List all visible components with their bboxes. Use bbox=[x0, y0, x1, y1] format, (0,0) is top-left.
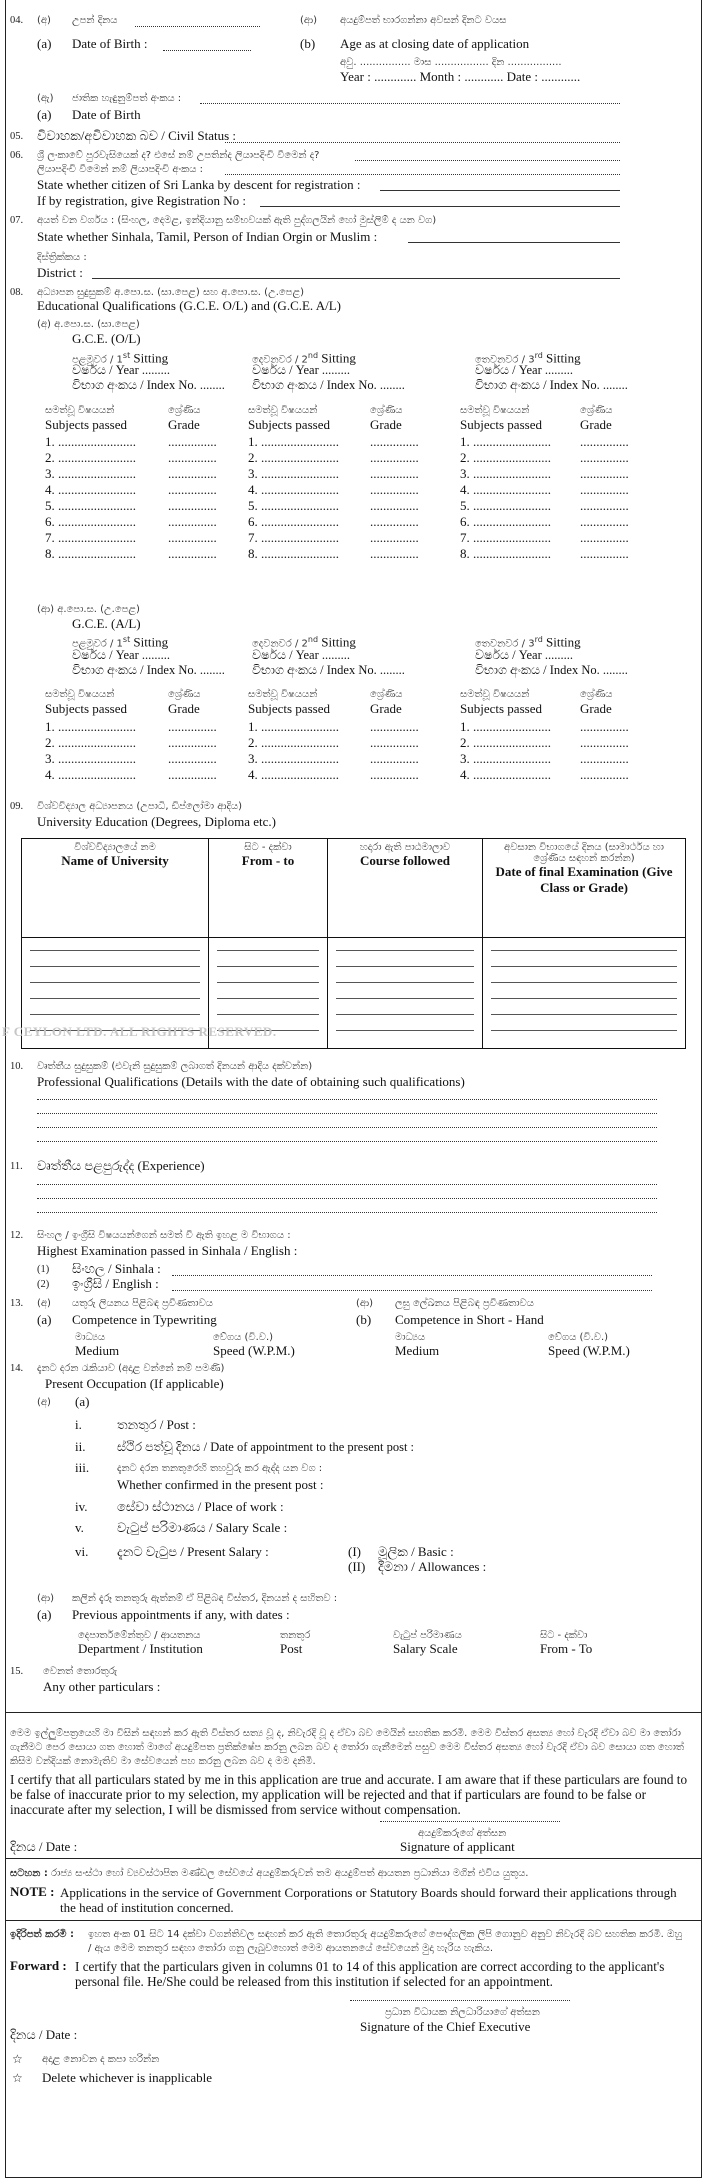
ol-label-si: (අ) අ.පො.ස. (සා.පෙළ) bbox=[37, 319, 140, 330]
typing-medium-field[interactable]: Medium bbox=[75, 1343, 120, 1358]
divider bbox=[6, 1712, 701, 1713]
applicant-signature-si: අයදුම්කරුගේ අත්සන bbox=[418, 1828, 507, 1839]
applicant-signature-field[interactable] bbox=[380, 1821, 560, 1822]
subject-row[interactable]: 2. ........................ bbox=[460, 450, 551, 465]
col-header-si: දෙපාර්තමේන්තුව / ආයතනය bbox=[78, 1630, 201, 1641]
grade-field[interactable]: ............... bbox=[370, 751, 419, 766]
certification-text: I certify that all particulars stated by me in this application are true and accurate. I am aware that if these particulars are found to be false of inaccurate prior to my selection, my application will be rejected and that if particulars are found to be false or inaccurate after my selection, I will be dismissed from service without compensation. bbox=[10, 1772, 688, 1817]
subjects-header-si: සමත්වූ විෂයයන් bbox=[460, 405, 530, 416]
header-si: සිට - දක්වා bbox=[244, 842, 292, 853]
university-table bbox=[21, 838, 686, 1049]
al-label-si: (ආ) අ.පො.ස. (උ.පෙළ) bbox=[37, 604, 140, 615]
citizen-q-si: ශ්‍රී ලංකාවේ පුරවැසියෙක් ද? එසේ නම් උපතින්ද ලියාපදිංචි වීමෙන් ද? bbox=[37, 150, 320, 161]
grade-field[interactable]: ............... bbox=[168, 450, 217, 465]
item-mark: (II) bbox=[348, 1559, 366, 1574]
grade-header: Grade bbox=[168, 701, 200, 716]
speed-label-si: වේගය (වි.ව.) bbox=[548, 1332, 609, 1343]
final-exam-entry[interactable] bbox=[483, 938, 686, 1049]
lang-exam-label-si: සිංහල / ඉංග්‍රීසි විෂයයන්ගෙන් සමත් වී ඇති ඉහළ ම විභාගය : bbox=[37, 1230, 291, 1241]
section-number: 08. bbox=[10, 287, 24, 298]
section-number: 06. bbox=[10, 150, 24, 161]
forward-text-si: ඉහත අංක 01 සිට 14 දක්වා වගන්තිවල සඳහන් කර ඇති තොරතුරු අයදුම්කරුගේ පෞද්ගලික ලිපි ගොනුව අනුව නිවැරදි බව සහතික කරමි. ඔහු / ඇය මෙම තනතුර සඳහා තෝරා ගනු ලැබුවහොත් මෙම ආයතනයේ සේවයෙන් මුදා හැරිය හැකිය. bbox=[88, 1929, 683, 1954]
watermark: F CEYLON LTD. ALL RIGHTS RESERVED. bbox=[2, 1024, 277, 1039]
section-number: 09. bbox=[10, 801, 24, 812]
year-field[interactable]: වර්ෂය / Year ......... bbox=[475, 363, 573, 377]
item-mark: (1) bbox=[37, 1264, 50, 1275]
ethnicity-q: State whether Sinhala, Tamil, Person of Indian Orgin or Muslim : bbox=[37, 229, 378, 244]
district-label: District : bbox=[37, 265, 83, 280]
header: Course followed bbox=[360, 853, 450, 868]
grade-header: Grade bbox=[168, 417, 200, 432]
item-mark: (අ) bbox=[37, 1397, 51, 1408]
item-label: (b) bbox=[356, 1312, 372, 1327]
item-number: iv. bbox=[75, 1499, 88, 1514]
note-text: Applications in the service of Government Corporations or Statutory Boards should forward their applications through the head of institution concerned. bbox=[60, 1885, 677, 1915]
chief-signature-si: ප්‍රධාන විධායක නිලධාරියාගේ අත්සන bbox=[385, 2007, 540, 2018]
grade-header: Grade bbox=[580, 701, 612, 716]
index-field[interactable]: විභාග අංකය / Index No. ........ bbox=[252, 378, 405, 392]
subject-row[interactable]: 2. ........................ bbox=[45, 735, 136, 750]
chief-signature-label: Signature of the Chief Executive bbox=[360, 2019, 531, 2034]
col-header: From - To bbox=[540, 1641, 593, 1656]
grade-field[interactable]: ............... bbox=[370, 719, 419, 734]
subjects-header-si: සමත්වූ විෂයයන් bbox=[45, 689, 115, 700]
lang-exam-label: Highest Examination passed in Sinhala / English : bbox=[37, 1243, 298, 1258]
sitting-label: Sitting bbox=[133, 634, 169, 650]
grade-field[interactable]: ............... bbox=[370, 546, 419, 561]
chief-signature-field[interactable] bbox=[350, 2000, 570, 2001]
ordinal-suffix: nd bbox=[307, 351, 319, 360]
col-header-si: වැටුප් පරිමාණය bbox=[393, 1630, 462, 1641]
shorthand-speed-field[interactable]: Speed (W.P.M.) bbox=[548, 1343, 630, 1358]
confirmed-label: Whether confirmed in the present post : bbox=[117, 1477, 324, 1492]
prof-line[interactable] bbox=[37, 1127, 657, 1128]
subject-row[interactable]: 4. ........................ bbox=[248, 482, 339, 497]
section-number: 04. bbox=[10, 15, 24, 26]
year-field[interactable]: වර්ෂය / Year ......... bbox=[252, 648, 350, 662]
sitting-1-si: පළමුවර / 1 bbox=[72, 354, 123, 366]
item-mark: (අ) bbox=[37, 1298, 51, 1309]
grade-field[interactable]: ............... bbox=[580, 482, 629, 497]
sitting-label: Sitting bbox=[321, 350, 356, 366]
year-field[interactable]: වර්ෂය / Year ......... bbox=[72, 363, 170, 377]
reg-q-si: ලියාපදිංචි වීමෙන් නම් ලියාපදිංචි අංකය : bbox=[37, 164, 203, 175]
item-mark: (අ) bbox=[37, 15, 51, 26]
col-final-exam bbox=[483, 839, 686, 938]
subject-row[interactable]: 3. ........................ bbox=[460, 466, 551, 481]
subject-row[interactable]: 2. ........................ bbox=[248, 450, 339, 465]
header: From - to bbox=[241, 853, 295, 868]
note-text-si: රාජ්‍ය සංස්ථා හෝ ව්‍යවස්ථාපිත මණ්ඩල සේවයේ අයදුම්කරුවන් තම අයදුම්පත් ආයතන ප්‍රධානියා මගින් එවිය යුතුය. bbox=[51, 1868, 529, 1879]
section-number: 14. bbox=[10, 1363, 24, 1374]
subject-row[interactable]: 7. ........................ bbox=[248, 530, 339, 545]
speed-label-si: වේගය (වි.ව.) bbox=[213, 1332, 274, 1343]
subject-row[interactable]: 6. ........................ bbox=[45, 514, 136, 529]
star-icon: ☆ bbox=[12, 2052, 23, 2066]
grade-header-si: ශ්‍රේණිය bbox=[580, 405, 613, 416]
subject-row[interactable]: 7. ........................ bbox=[45, 530, 136, 545]
col-header: Post bbox=[280, 1641, 303, 1656]
english-field[interactable] bbox=[172, 1290, 652, 1291]
section-number: 07. bbox=[10, 215, 24, 226]
shorthand-label: Competence in Short - Hand bbox=[395, 1312, 544, 1327]
grade-header-si: ශ්‍රේණිය bbox=[168, 689, 201, 700]
shorthand-medium-field[interactable]: Medium bbox=[395, 1343, 440, 1358]
subject-row[interactable]: 2. ........................ bbox=[248, 735, 339, 750]
grade-header: Grade bbox=[370, 701, 402, 716]
ordinal-suffix: nd bbox=[307, 635, 319, 644]
grade-field[interactable]: ............... bbox=[370, 466, 419, 481]
previous-appointments-si: කලින් දැරූ තනතුරු ඇත්නම් ඒ පිළිබඳ විස්තර, දිනයන් ද සහිතව : bbox=[72, 1593, 338, 1604]
ordinal-suffix: st bbox=[122, 635, 131, 644]
grade-field[interactable]: ............... bbox=[370, 767, 419, 782]
experience-line[interactable] bbox=[37, 1198, 657, 1199]
other-label: Any other particulars : bbox=[43, 1679, 161, 1694]
subjects-header: Subjects passed bbox=[45, 417, 127, 432]
delete-note-si: අදාළ නොවන ද කපා හරින්න bbox=[42, 2054, 160, 2065]
shorthand-label-si: ලඝු ලේඛනය පිළිබඳ ප්‍රවීණතාවය bbox=[395, 1298, 534, 1309]
section-number: 11. bbox=[10, 1161, 23, 1172]
present-salary-label: දැනට වැටුප / Present Salary : bbox=[117, 1544, 269, 1559]
subject-row[interactable]: 8. ........................ bbox=[460, 546, 551, 561]
prof-line[interactable] bbox=[37, 1113, 657, 1114]
subject-row[interactable]: 1. ........................ bbox=[460, 434, 551, 449]
prof-label-si: වෘත්තීය සුදුසුකම් (එවැනි සුදුසුකම් ලබාගත් දිනයන් ආදිය දක්වන්න) bbox=[37, 1061, 313, 1072]
subject-row[interactable]: 4. ........................ bbox=[460, 482, 551, 497]
applicant-signature-label: Signature of applicant bbox=[400, 1839, 515, 1854]
citizen-q: State whether citizen of Sri Lanka by descent for registration : bbox=[37, 177, 361, 192]
basic-salary-label: මූලික / Basic : bbox=[378, 1544, 454, 1559]
citizen-field-si[interactable] bbox=[355, 160, 620, 161]
item-number: ii. bbox=[75, 1439, 86, 1454]
sitting-3-si: තෙවනවර / 3 bbox=[475, 638, 535, 650]
grade-field[interactable]: ............... bbox=[370, 482, 419, 497]
sitting-label: Sitting bbox=[545, 350, 581, 366]
subject-row[interactable]: 3. ........................ bbox=[45, 751, 136, 766]
dob-label-2: Date of Birth bbox=[72, 107, 141, 122]
grade-field[interactable]: ............... bbox=[370, 434, 419, 449]
grade-header-si: ශ්‍රේණිය bbox=[370, 689, 403, 700]
grade-field[interactable]: ............... bbox=[580, 719, 629, 734]
subject-row[interactable]: 6. ........................ bbox=[248, 514, 339, 529]
subject-row[interactable]: 5. ........................ bbox=[45, 498, 136, 513]
item-label: (b) bbox=[300, 36, 316, 51]
experience-line[interactable] bbox=[37, 1212, 657, 1213]
sitting-2-si: දෙවනවර / 2 bbox=[252, 354, 308, 366]
dob-label-si: උපන් දිනය bbox=[72, 15, 118, 26]
note-label: NOTE : bbox=[10, 1884, 55, 1899]
index-field[interactable]: විභාග අංකය / Index No. ........ bbox=[252, 663, 405, 677]
occupation-label-si: දැනට දරන රැකියාව (අදාළ වන්නේ නම් පමණි) bbox=[37, 1363, 225, 1374]
grade-header: Grade bbox=[580, 417, 612, 432]
reg-field-si[interactable] bbox=[225, 174, 620, 175]
item-mark: (ආ) bbox=[37, 1593, 55, 1604]
subject-row[interactable]: 1. ........................ bbox=[460, 719, 551, 734]
subjects-header-si: සමත්වූ විෂයයන් bbox=[45, 405, 115, 416]
item-number: iii. bbox=[75, 1460, 90, 1475]
reg-q: If by registration, give Registration No : bbox=[37, 193, 247, 208]
grade-field[interactable]: ............... bbox=[580, 466, 629, 481]
course-entry[interactable] bbox=[328, 938, 483, 1049]
reg-field[interactable] bbox=[260, 206, 620, 207]
dob-label: Date of Birth : bbox=[72, 36, 148, 51]
index-field[interactable]: විභාග අංකය / Index No. ........ bbox=[475, 663, 628, 677]
ordinal-suffix: st bbox=[122, 351, 131, 360]
header-si: අවසාන විභාගයේ දිනය (සාමාර්ථය හා ශ්‍රේණිය සඳහන් කරන්න) bbox=[504, 842, 664, 864]
citizen-field[interactable] bbox=[380, 190, 620, 191]
grade-field[interactable]: ............... bbox=[580, 450, 629, 465]
col-university bbox=[22, 839, 209, 938]
subject-row[interactable]: 4. ........................ bbox=[45, 482, 136, 497]
grade-header-si: ශ්‍රේණිය bbox=[370, 405, 403, 416]
edu-label: Educational Qualifications (G.C.E. O/L) and (G.C.E. A/L) bbox=[37, 298, 341, 313]
age-fields[interactable]: Year : ............. Month : ............ Date : ............ bbox=[340, 69, 581, 84]
section-number: 13. bbox=[10, 1298, 24, 1309]
subjects-header-si: සමත්වූ විෂයයන් bbox=[248, 405, 318, 416]
al-title: G.C.E. (A/L) bbox=[72, 616, 141, 631]
grade-field[interactable]: ............... bbox=[580, 546, 629, 561]
dob-field[interactable] bbox=[163, 50, 251, 51]
item-number: v. bbox=[75, 1520, 84, 1535]
item-label: (a) bbox=[37, 107, 52, 122]
uni-label: University Education (Degrees, Diploma etc.) bbox=[37, 814, 276, 829]
subject-row[interactable]: 1. ........................ bbox=[45, 719, 136, 734]
col-course bbox=[328, 839, 483, 938]
confirmed-label-si: දැනට දරන තනතුරෙහි තහවුරු කර ඇද්ද යන වග : bbox=[117, 1463, 323, 1474]
forward-date-label: දිනය / Date : bbox=[10, 2027, 78, 2042]
grade-field[interactable]: ............... bbox=[168, 719, 217, 734]
index-field[interactable]: විභාග අංකය / Index No. ........ bbox=[72, 378, 225, 392]
place-of-work-label: සේවා ස්ථානය / Place of work : bbox=[117, 1499, 284, 1514]
medium-label-si: මාධ්‍යය bbox=[75, 1332, 106, 1343]
subjects-header: Subjects passed bbox=[460, 417, 542, 432]
item-label: (a) bbox=[37, 36, 52, 51]
english-label: ඉංග්‍රීසි / English : bbox=[72, 1276, 159, 1291]
grade-field[interactable]: ............... bbox=[580, 434, 629, 449]
col-header-si: සිට - දක්වා bbox=[540, 1630, 588, 1641]
item-mark: (ආ) bbox=[300, 15, 318, 26]
star-icon: ☆ bbox=[12, 2071, 23, 2085]
grade-field[interactable]: ............... bbox=[580, 767, 629, 782]
grade-header-si: ශ්‍රේණිය bbox=[580, 689, 613, 700]
item-mark: (I) bbox=[348, 1544, 361, 1559]
age-fields-si: අවු. ................ මාස ................. දින ................. bbox=[340, 57, 562, 68]
subject-row[interactable]: 8. ........................ bbox=[248, 546, 339, 561]
divider bbox=[6, 1920, 701, 1921]
salary-scale-label: වැටුප් පරිමාණය / Salary Scale : bbox=[117, 1520, 288, 1535]
item-label: (a) bbox=[37, 1312, 52, 1327]
grade-field[interactable]: ............... bbox=[370, 498, 419, 513]
section-number: 12. bbox=[10, 1230, 24, 1241]
item-number: i. bbox=[75, 1417, 82, 1432]
subject-row[interactable]: 7. ........................ bbox=[460, 530, 551, 545]
col-header: Salary Scale bbox=[393, 1641, 458, 1656]
district-field[interactable] bbox=[92, 278, 620, 279]
section-number: 15. bbox=[10, 1666, 24, 1677]
item-mark: (ආ) bbox=[356, 1298, 374, 1309]
subject-row[interactable]: 3. ........................ bbox=[248, 751, 339, 766]
section-number: 05. bbox=[10, 131, 24, 142]
ol-title: G.C.E. (O/L) bbox=[72, 331, 141, 346]
ethnicity-q-si: අයත් වන වර්ගය : (සිංහල, දෙමළ, ඉන්දියානු සම්භවයක් ඇති පුද්ගලයින් හෝ මුස්ලිම් ද යන වග) bbox=[37, 215, 437, 226]
sitting-1-si: පළමුවර / 1 bbox=[72, 638, 123, 650]
grade-field[interactable]: ............... bbox=[580, 498, 629, 513]
grade-field[interactable]: ............... bbox=[580, 751, 629, 766]
item-mark: (2) bbox=[37, 1279, 50, 1290]
item-mark: (ඇ) bbox=[37, 93, 54, 104]
grade-field[interactable]: ............... bbox=[168, 498, 217, 513]
ordinal-suffix: rd bbox=[534, 635, 543, 644]
subject-row[interactable]: 6. ........................ bbox=[460, 514, 551, 529]
item-label: (a) bbox=[37, 1607, 52, 1622]
typing-label-si: යතුරු ලියනය පිළිබඳ ප්‍රවීණතාවය bbox=[72, 1298, 213, 1309]
grade-field[interactable]: ............... bbox=[370, 450, 419, 465]
subjects-header: Subjects passed bbox=[45, 701, 127, 716]
col-header: Department / Institution bbox=[78, 1641, 203, 1656]
subject-row[interactable]: 4. ........................ bbox=[248, 767, 339, 782]
nic-label-si: ජාතික හැඳුනුම්පත් අංකය : bbox=[72, 93, 182, 104]
sitting-label: Sitting bbox=[133, 350, 169, 366]
prof-label: Professional Qualifications (Details with the date of obtaining such qualifications) bbox=[37, 1074, 465, 1089]
experience-label: වෘත්තීය පළපුරුද්ද (Experience) bbox=[37, 1158, 205, 1173]
nic-field[interactable] bbox=[200, 103, 620, 104]
subject-row[interactable]: 2. ........................ bbox=[460, 735, 551, 750]
typing-speed-field[interactable]: Speed (W.P.M.) bbox=[213, 1343, 295, 1358]
subject-row[interactable]: 3. ........................ bbox=[460, 751, 551, 766]
index-field[interactable]: විභාග අංකය / Index No. ........ bbox=[72, 663, 225, 677]
occupation-label: Present Occupation (If applicable) bbox=[45, 1376, 224, 1391]
item-label: (a) bbox=[75, 1394, 90, 1409]
certification-si: මෙම ඉල්ලුම්පත්‍රයෙහි මා විසින් සඳහන් කර ඇති විස්තර සත්‍ය වූ ද, නිවැරදි වූ ද ඒවා බව මෙයින් සහතික කරමි. මෙම විස්තර අසත්‍ය හෝ වැරදි ඒවා බව මා තෝරා ගැනීමට පෙර සොයා ගත හොත් මාගේ අයදුම්පත ප්‍රතික්ෂේප කරනු ලබන බව ද තෝරා ගැනීමෙන් පසුව මෙම විස්තර අසත්‍ය හෝ වැරදි ඒවා බව සොයා ගත හොත් කිසිම වන්දියක් නොමැතිව මා සේවයෙන් පහ කරනු ලබන බව ද මම දනිමි. bbox=[10, 1728, 684, 1767]
sinhala-label: සිංහල / Sinhala : bbox=[72, 1261, 161, 1276]
header-si: හදාරා ඇති පාඨමාලාව bbox=[359, 842, 451, 853]
grade-field[interactable]: ............... bbox=[370, 530, 419, 545]
subjects-header-si: සමත්වූ විෂයයන් bbox=[248, 689, 318, 700]
subjects-header: Subjects passed bbox=[248, 701, 330, 716]
medium-label-si: මාධ්‍යය bbox=[395, 1332, 426, 1343]
subject-row[interactable]: 3. ........................ bbox=[45, 466, 136, 481]
subjects-header: Subjects passed bbox=[248, 417, 330, 432]
delete-note: Delete whichever is inapplicable bbox=[42, 2070, 213, 2085]
subject-row[interactable]: 1. ........................ bbox=[248, 719, 339, 734]
dob-si-field[interactable] bbox=[135, 26, 260, 27]
grade-field[interactable]: ............... bbox=[168, 767, 217, 782]
grade-field[interactable]: ............... bbox=[580, 735, 629, 750]
ordinal-suffix: rd bbox=[534, 351, 543, 360]
grade-field[interactable]: ............... bbox=[370, 735, 419, 750]
grade-header-si: ශ්‍රේණිය bbox=[168, 405, 201, 416]
other-label-si: වෙනත් තොරතුරු bbox=[43, 1666, 118, 1677]
typing-label: Competence in Typewriting bbox=[72, 1312, 217, 1327]
note-label-si: සටහන : bbox=[10, 1868, 48, 1879]
subject-row[interactable]: 1. ........................ bbox=[45, 434, 136, 449]
subject-row[interactable]: 2. ........................ bbox=[45, 450, 136, 465]
grade-field[interactable]: ............... bbox=[168, 530, 217, 545]
year-field[interactable]: වර්ෂය / Year ......... bbox=[475, 648, 573, 662]
divider bbox=[6, 1858, 701, 1859]
subject-row[interactable]: 1. ........................ bbox=[248, 434, 339, 449]
subject-row[interactable]: 4. ........................ bbox=[460, 767, 551, 782]
grade-field[interactable]: ............... bbox=[168, 434, 217, 449]
sinhala-field[interactable] bbox=[172, 1275, 652, 1276]
sitting-3-si: තෙවනවර / 3 bbox=[475, 354, 535, 366]
applicant-date-label: දිනය / Date : bbox=[10, 1839, 78, 1854]
age-label-si: අයදුම්පත් භාරගන්නා අවසන් දිනට වයස bbox=[340, 15, 507, 26]
subject-row[interactable]: 5. ........................ bbox=[460, 498, 551, 513]
grade-field[interactable]: ............... bbox=[168, 735, 217, 750]
allowances-label: දීමනා / Allowances : bbox=[378, 1559, 487, 1574]
age-label: Age as at closing date of application bbox=[340, 36, 530, 51]
prof-line[interactable] bbox=[37, 1141, 657, 1142]
sitting-label: Sitting bbox=[545, 634, 581, 650]
experience-line[interactable] bbox=[37, 1184, 657, 1185]
subject-row[interactable]: 3. ........................ bbox=[248, 466, 339, 481]
grade-header: Grade bbox=[370, 417, 402, 432]
subject-row[interactable]: 4. ........................ bbox=[45, 767, 136, 782]
index-field[interactable]: විභාග අංකය / Index No. ........ bbox=[475, 378, 628, 392]
grade-field[interactable]: ............... bbox=[168, 546, 217, 561]
header: Name of University bbox=[61, 853, 169, 868]
year-field[interactable]: වර්ෂය / Year ......... bbox=[252, 363, 350, 377]
item-number: vi. bbox=[75, 1544, 89, 1559]
prof-line[interactable] bbox=[37, 1099, 657, 1100]
grade-field[interactable]: ............... bbox=[580, 514, 629, 529]
forward-text: I certify that the particulars given in columns 01 to 14 of this application are correct according to the applicant's personal file. He/She could be released from this institution if selected for an appointment. bbox=[75, 1959, 665, 1989]
header: Date of final Examination (Give Class or Grade) bbox=[495, 864, 673, 895]
subjects-header-si: සමත්වූ විෂයයන් bbox=[460, 689, 530, 700]
subjects-header: Subjects passed bbox=[460, 701, 542, 716]
grade-field[interactable]: ............... bbox=[168, 751, 217, 766]
grade-field[interactable]: ............... bbox=[168, 466, 217, 481]
sitting-2-si: දෙවනවර / 2 bbox=[252, 638, 308, 650]
grade-field[interactable]: ............... bbox=[168, 482, 217, 497]
civil-status-field[interactable] bbox=[225, 142, 620, 143]
col-from-to bbox=[209, 839, 328, 938]
header-si: විශ්වවිද්‍යාලයේ නම bbox=[74, 842, 156, 853]
forward-label-si: ඉදිරිපත් කරමි : bbox=[10, 1929, 74, 1940]
previous-appointments-label: Previous appointments if any, with dates : bbox=[72, 1607, 290, 1622]
post-label: තනතුර / Post : bbox=[117, 1417, 196, 1432]
grade-field[interactable]: ............... bbox=[370, 514, 419, 529]
civil-status-label: විවාහක/අවිවාහක බව / Civil Status : bbox=[37, 128, 237, 143]
subject-row[interactable]: 5. ........................ bbox=[248, 498, 339, 513]
forward-label: Forward : bbox=[10, 1958, 67, 1973]
year-field[interactable]: වර්ෂය / Year ......... bbox=[72, 648, 170, 662]
subject-row[interactable]: 8. ........................ bbox=[45, 546, 136, 561]
uni-label-si: විශ්වවිද්‍යාල අධ්‍යාපනය (උපාධි, ඩිප්ලෝමා ආදිය) bbox=[37, 801, 242, 812]
appointment-date-label: ස්ථිර පත්වූ දිනය / Date of appointment to the present post : bbox=[117, 1440, 415, 1454]
grade-field[interactable]: ............... bbox=[168, 514, 217, 529]
section-number: 10. bbox=[10, 1061, 24, 1072]
col-header-si: තනතුර bbox=[280, 1630, 311, 1641]
sitting-label: Sitting bbox=[321, 634, 356, 650]
grade-field[interactable]: ............... bbox=[580, 530, 629, 545]
ethnicity-field[interactable] bbox=[408, 242, 620, 243]
district-label-si: දිස්ත්‍රික්කය : bbox=[37, 252, 87, 263]
edu-label-si: අධ්‍යාපන සුදුසුකම් අ.පො.ස. (සා.පෙළ) සහ අ.පො.ස. (උ.පෙළ) bbox=[37, 287, 304, 298]
